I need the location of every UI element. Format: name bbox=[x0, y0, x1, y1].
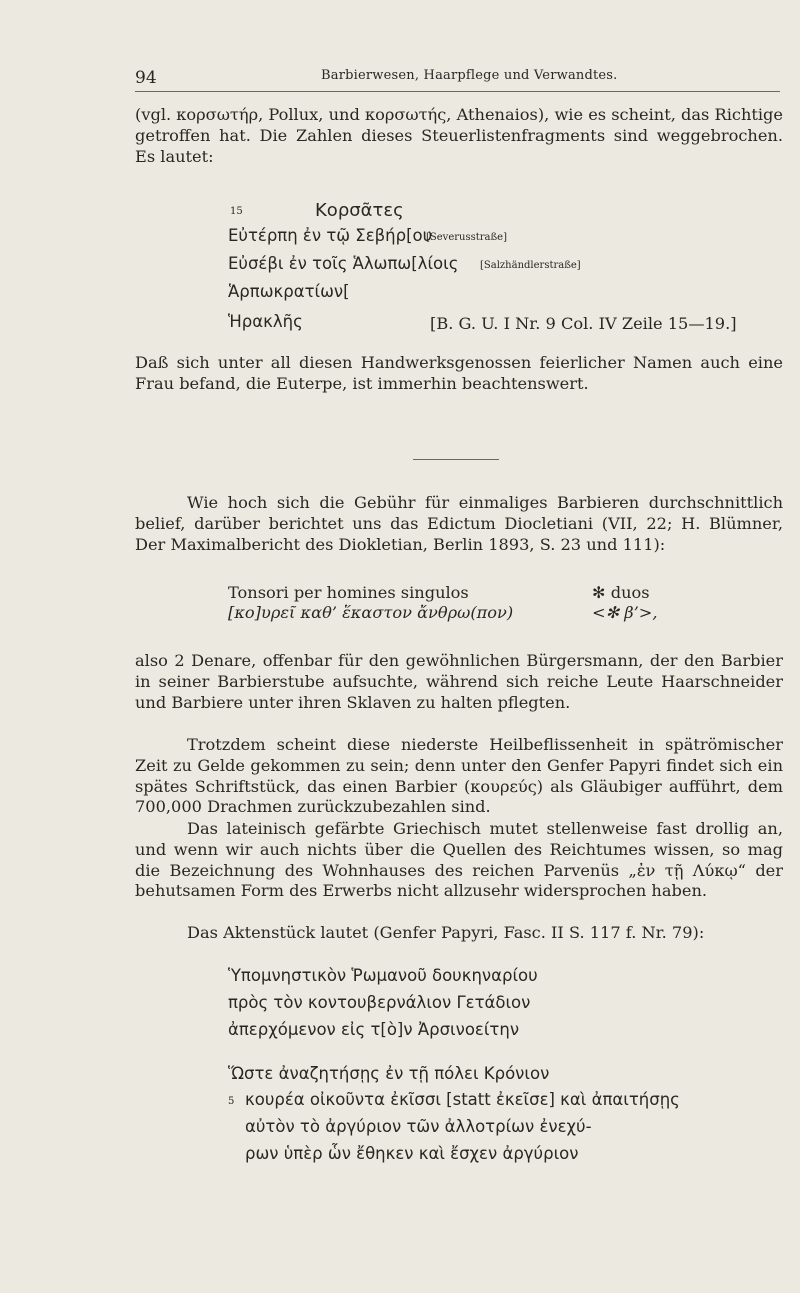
edict-latin: Tonsori per homines singulos bbox=[228, 583, 469, 602]
edict-greek-price: <✻ β’>, bbox=[592, 603, 658, 622]
list-row-3: Ἁρπωκρατίων[ bbox=[228, 282, 350, 301]
list-row-2: Εὐσέβι ἐν τοῖς Ἁλωπω[λίοις bbox=[228, 254, 459, 273]
papyrus-line-4: ρων ὑπὲρ ὧν ἔθηκεν καὶ ἔσχεν ἀργύριον bbox=[245, 1144, 579, 1163]
list-title: Κορσᾶτες bbox=[315, 200, 404, 221]
page-number: 94 bbox=[135, 68, 157, 88]
list-row-4: Ἡρακλῆς bbox=[228, 312, 303, 331]
paragraph-intro: (vgl. κορσωτήρ, Pollux, und κορσωτής, Athenaios), wie es scheint, das Richtige getroffen hat. Die Zahlen dieses Steuerlistenfragments sind weggebrochen. Es lautet: bbox=[135, 105, 783, 166]
running-title: Barbierwesen, Haarpflege und Verwandtes. bbox=[321, 68, 618, 83]
paragraph-edict: Wie hoch sich die Gebühr für einmaliges Barbieren durchschnittlich belief, darüber berichtet uns das Edictum Diocletiani (VII, 22; H. Blümner, Der Maximalbericht des Diokletian, Berlin 1893, S. 23 und 111): bbox=[135, 493, 783, 554]
paragraph-geneva: Trotzdem scheint diese niederste Heilbeflissenheit in spätrömischer Zeit zu Gelde gekommen zu sein; denn unter den Genfer Papyri findet sich ein spätes Schriftstück, das einen Barbier (κουρεύς) als Gläubiger aufführt, dem 700,000 Drachmen zurückzubezahlen sind. bbox=[135, 735, 783, 817]
list-row-1-note: [Severusstraße] bbox=[426, 232, 507, 243]
list-row-2-note: [Salzhändlerstraße] bbox=[480, 260, 581, 271]
header-rule bbox=[135, 91, 780, 92]
paragraph-greek-style: Das lateinisch gefärbte Griechisch mutet stellenweise fast drollig an, und wenn wir auch nichts über die Quellen des Reichtumes wissen, so mag die Bezeichnung des Wohnhauses des reichen Parvenüs „ἐν τῇ Λύκῳ“ der behutsamen Form des Erwerbs nicht allzusehr widersprochen haben. bbox=[135, 819, 783, 901]
papyrus-head-1: Ὑπομνηστικὸν Ῥωμανοῦ δουκηναρίου bbox=[228, 966, 538, 985]
list-citation: [B. G. U. I Nr. 9 Col. IV Zeile 15—19.] bbox=[430, 314, 737, 333]
section-separator bbox=[413, 459, 499, 460]
edict-latin-price: ✻ duos bbox=[592, 583, 650, 602]
paragraph-euterpe: Daß sich unter all diesen Handwerksgenossen feierlicher Namen auch eine Frau befand, die Euterpe, ist immerhin beachtenswert. bbox=[135, 353, 783, 393]
list-row-1: Εὐτέρπη ἐν τῷ Σεβήρ[ου bbox=[228, 226, 433, 245]
papyrus-line-3: αὐτὸν τὸ ἀργύριον τῶν ἀλλοτρίων ἐνεχύ- bbox=[245, 1117, 592, 1136]
line-number-15: 15 bbox=[230, 206, 243, 217]
papyrus-line-1: Ὥστε ἀναζητήσῃς ἐν τῇ πόλει Κρόνιον bbox=[228, 1064, 550, 1083]
paragraph-aktenstueck: Das Aktenstück lautet (Genfer Papyri, Fasc. II S. 117 f. Nr. 79): bbox=[187, 923, 705, 942]
papyrus-line-number-5: 5 bbox=[228, 1096, 235, 1107]
papyrus-line-2: κουρέα οἰκοῦντα ἐκῖσσι [statt ἐκεῖσε] καὶ ἀπαιτήσῃς bbox=[245, 1090, 680, 1109]
papyrus-head-2: πρὸς τὸν κοντουβερνάλιον Γετάδιον bbox=[228, 993, 531, 1012]
edict-greek: [κο]υρεῖ καθ’ ἕκαστον ἄνθρω(πον) bbox=[228, 603, 514, 622]
papyrus-head-3: ἀπερχόμενον εἰς τ[ὸ]ν Ἀρσινοείτην bbox=[228, 1020, 520, 1039]
page-header bbox=[135, 62, 780, 92]
paragraph-denare: also 2 Denare, offenbar für den gewöhnlichen Bürgersmann, der den Barbier in seiner Barbierstube aufsuchte, während sich reiche Leute Haarschneider und Barbiere unter ihren Sklaven zu halten pflegten. bbox=[135, 651, 783, 712]
